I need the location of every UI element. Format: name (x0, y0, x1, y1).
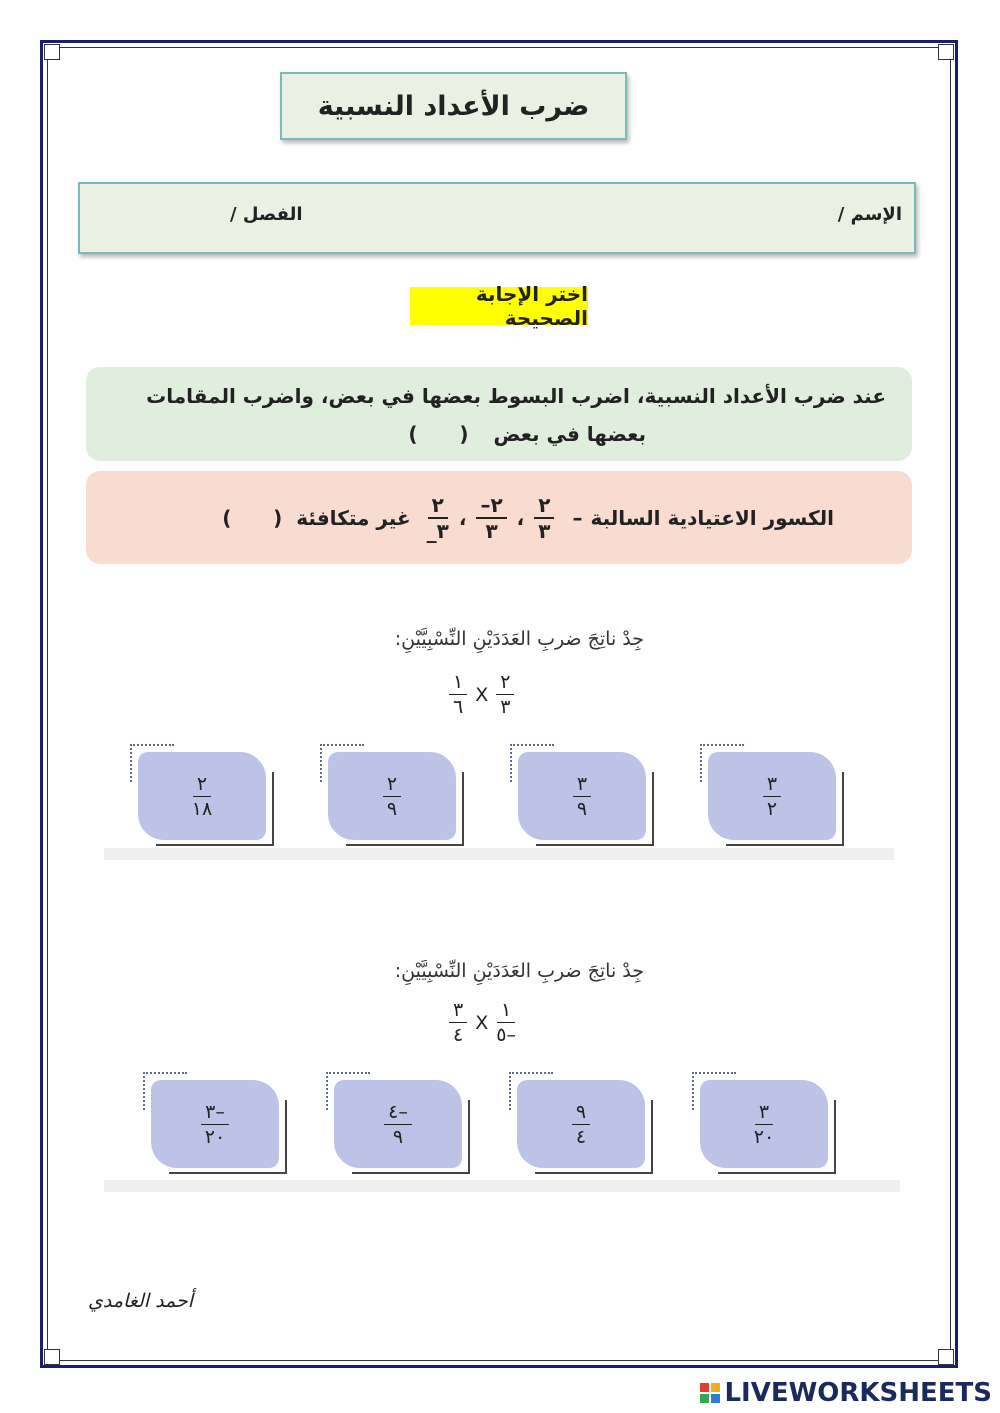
card-shadow (156, 844, 274, 846)
fraction (383, 772, 401, 821)
section-2-title: جِدْ ناتِجَ ضربِ العَدَدَيْنِ النِّسْبِيَّيْنِ: (394, 960, 644, 982)
answer-blank-1[interactable]: ( ) (408, 422, 469, 446)
answer-option[interactable] (151, 1080, 279, 1170)
card-shadow (468, 1100, 470, 1174)
section-1-title: جِدْ ناتِجَ ضربِ العَدَدَيْنِ النِّسْبِيَّيْنِ: (394, 628, 644, 650)
section-2-expression (445, 998, 520, 1047)
card-shadow (726, 844, 844, 846)
card-shadow (346, 844, 464, 846)
answer-blank-2[interactable]: ( ) (222, 505, 283, 530)
denominator: ١٨ (191, 797, 213, 820)
denominator: ٣ (538, 518, 551, 543)
fraction (201, 1100, 229, 1149)
denominator: ٤ (575, 1125, 587, 1148)
question-1-line-1: عند ضرب الأعداد النسبية، اضرب البسوط بعضها في بعض، واضرب المقامات (146, 384, 886, 408)
fraction (384, 1100, 412, 1149)
denominator: ٣_ (426, 518, 449, 543)
section-1-expression (445, 670, 518, 719)
answer-option[interactable] (517, 1080, 645, 1170)
option-card[interactable] (517, 1080, 645, 1168)
numerator: ٣ (449, 998, 467, 1023)
card-shadow (652, 772, 654, 846)
options-row-background (104, 1180, 900, 1192)
denominator: ٣ (500, 696, 511, 718)
numerator: ٤– (384, 1100, 412, 1125)
fraction (496, 998, 516, 1047)
liveworksheets-brand (700, 1378, 992, 1408)
card-shadow (651, 1100, 653, 1174)
question-1-line-2: بعضها في بعض (493, 422, 646, 446)
answer-option[interactable] (334, 1080, 462, 1170)
denominator: ٩ (392, 1125, 404, 1148)
frame-corner (938, 44, 954, 60)
denominator: ٤ (453, 1024, 464, 1046)
denominator: ٩ (576, 797, 588, 820)
fraction (573, 772, 591, 821)
fraction (427, 493, 449, 543)
option-card[interactable] (334, 1080, 462, 1168)
numerator: ٩ (572, 1100, 590, 1125)
options-row-background (104, 848, 894, 860)
card-shadow (285, 1100, 287, 1174)
numerator: ٣ (763, 772, 781, 797)
separator: ، (516, 505, 525, 530)
answer-option[interactable] (708, 752, 836, 842)
question-true-false-2 (86, 471, 912, 564)
card-shadow (535, 1172, 653, 1174)
question-2-lead: الكسور الاعتيادية السالبة (590, 505, 834, 530)
card-shadow (272, 772, 274, 846)
fraction (476, 493, 506, 543)
fraction (534, 493, 554, 543)
fraction (754, 1100, 774, 1149)
denominator: ٩ (386, 797, 398, 820)
card-shadow (842, 772, 844, 846)
card-shadow (462, 772, 464, 846)
student-info-box (78, 182, 916, 254)
card-shadow (352, 1172, 470, 1174)
minus-sign: – (572, 505, 583, 530)
times-sign: X (475, 683, 489, 706)
fraction (449, 670, 467, 719)
option-card[interactable] (708, 752, 836, 840)
numerator: ١ (449, 670, 467, 695)
denominator: ٦ (453, 696, 464, 718)
fraction (763, 772, 781, 821)
fraction (449, 998, 467, 1047)
option-card[interactable] (518, 752, 646, 840)
class-label: الفصل / (230, 204, 303, 225)
fraction (496, 670, 514, 719)
answer-option[interactable] (328, 752, 456, 842)
denominator: ٢٠ (204, 1125, 226, 1148)
liveworksheets-logo-icon (700, 1383, 720, 1403)
fraction (192, 772, 212, 821)
numerator: ٢ (534, 493, 554, 519)
numerator: ٣– (201, 1100, 229, 1125)
worksheet-title: ضرب الأعداد النسبية (280, 72, 627, 140)
frame-corner (938, 1349, 954, 1365)
answer-option[interactable] (700, 1080, 828, 1170)
numerator: ٢– (476, 493, 506, 519)
numerator: ٣ (755, 1100, 773, 1125)
fraction (572, 1100, 590, 1149)
question-true-false-1 (86, 367, 912, 461)
card-shadow (536, 844, 654, 846)
option-card[interactable] (151, 1080, 279, 1168)
question-2-tail: غير متكافئة (296, 505, 411, 530)
numerator: ٢ (428, 493, 448, 519)
card-shadow (718, 1172, 836, 1174)
denominator: ٣ (485, 518, 498, 543)
author-signature: أحمد الغامدي (88, 1290, 194, 1312)
option-card[interactable] (138, 752, 266, 840)
denominator: ٢٠ (753, 1125, 775, 1148)
denominator: ٥– (496, 1024, 516, 1046)
frame-corner (44, 1349, 60, 1365)
brand-text: LIVEWORKSHEETS (724, 1378, 992, 1408)
numerator: ٢ (193, 772, 211, 797)
answer-option[interactable] (518, 752, 646, 842)
option-card[interactable] (328, 752, 456, 840)
numerator: ١ (497, 998, 515, 1023)
answer-option[interactable] (138, 752, 266, 842)
instruction-heading: اختر الإجابة الصحيحة (410, 287, 588, 325)
numerator: ٢ (496, 670, 514, 695)
numerator: ٢ (383, 772, 401, 797)
denominator: ٢ (766, 797, 778, 820)
numerator: ٣ (573, 772, 591, 797)
separator: ، (458, 505, 467, 530)
option-card[interactable] (700, 1080, 828, 1168)
card-shadow (834, 1100, 836, 1174)
card-shadow (169, 1172, 287, 1174)
frame-corner (44, 44, 60, 60)
times-sign: X (475, 1011, 489, 1034)
name-label: الإسم / (837, 204, 902, 225)
